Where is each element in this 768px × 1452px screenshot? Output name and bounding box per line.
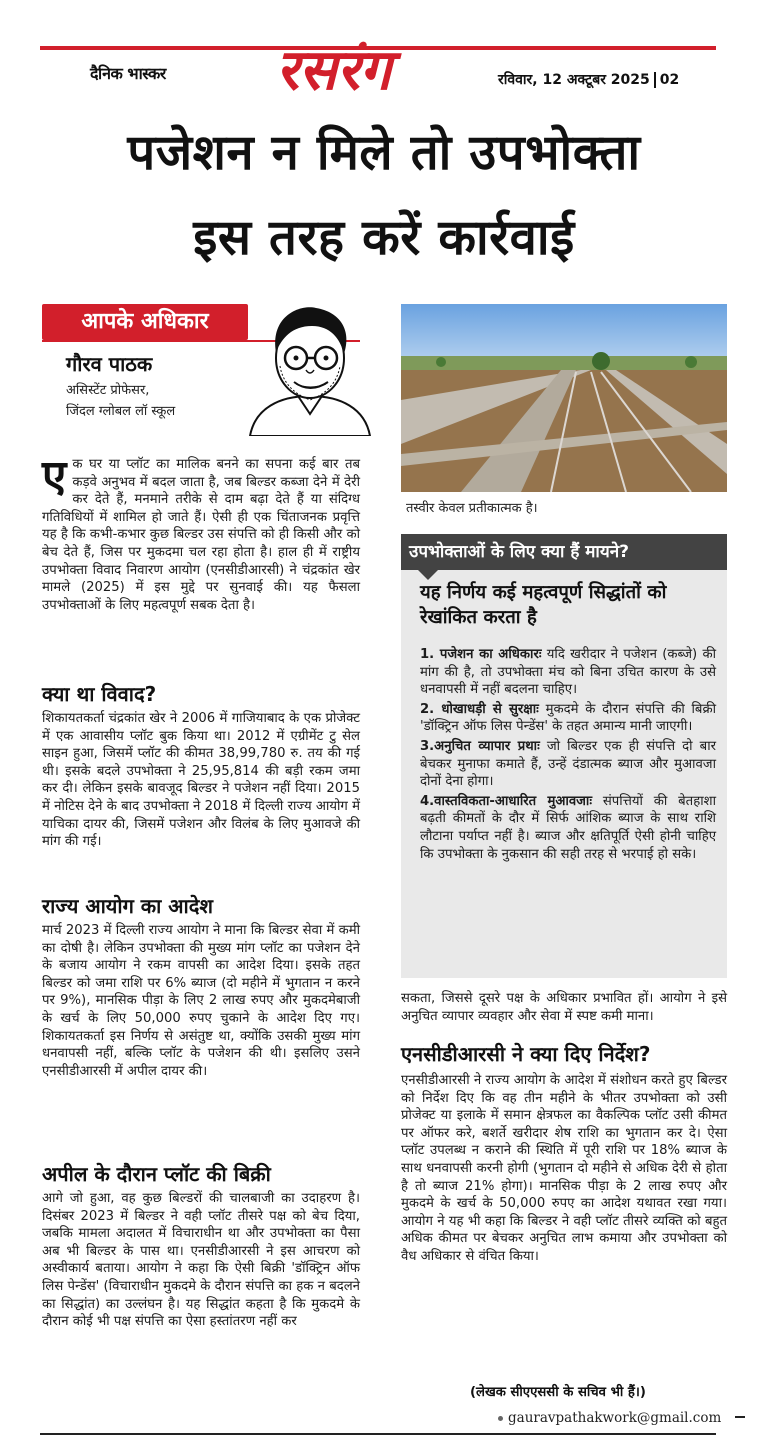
section-text-appeal-sale: आगे जो हुआ, वह कुछ बिल्डरों की चालबाजी का उदाहरण है। दिसंबर 2023 में बिल्डर ने वही प्लॉट तीसरे पक्ष को बेच दिया, जबकि मामला अदालत में विचाराधीन था और उपभोक्ता का पैसा अब भी बिल्डर के पास था। एनसीडीआरसी ने इस आचरण को अस्वीकार्य बताया। आयोग ने कहा कि ऐसी बिक्री 'डॉक्ट्रिन ऑफ लिस पेन्डेंस' (विचाराधीन मुकदमे के दौरान संपत्ति का हक न बदलने का सिद्धांत) का उल्लंघन है। यह सिद्धांत कहता है कि मुकदमे के दौरान कोई भी पक्ष संपत्ति का ऐसा हस्तांतरण नहीं कर bbox=[42, 1191, 360, 1330]
date-separator bbox=[654, 72, 656, 88]
article-photo bbox=[401, 304, 727, 492]
author-email bbox=[498, 1410, 721, 1426]
column-tag: आपके अधिकार bbox=[42, 304, 248, 340]
section-text-directions: एनसीडीआरसी ने राज्य आयोग के आदेश में संशोधन करते हुए बिल्डर को निर्देश दिए कि वह तीन महीने के भीतर उपभोक्ता को उसी प्रोजेक्ट या इलाके में समान क्षेत्रफल का वैकल्पिक प्लॉट उसी कीमत पर ऑफर करे, बशर्ते खरीदार शेष राशि का भुगतान कर दे। ऐसा प्लॉट उपलब्ध न कराने की स्थिति में पूरी राशि पर 18% ब्याज के साथ धनवापसी करनी होगी (भुगतान दो महीने से अधिक देरी से होता है तो ब्याज 21% होगा)। मानसिक पीड़ा के 2 लाख रुपए और मुकदमे के खर्च के 50,000 रुपए का आदेश यथावत रखा गया। आयोग ने यह भी कहा कि बिल्डर ने वही प्लॉट तीसरे व्यक्ति को बहुत अधिक कीमत पर बेचकर अनुचित लाभ कमाया और उपभोक्ता को वैध अधिकार से वंचित किया। bbox=[401, 1073, 727, 1264]
box-point-text: संपत्तियों की बेतहाशा बढ़ती कीमतों के दौर में सिर्फ आंशिक ब्याज के साथ राशि लौटाना पर्याप्त नहीं है। ब्याज और क्षतिपूर्ति ऐसी होनी चाहिए कि उपभोक्ता के नुकसान की सही तरह से भरपाई हो सके। bbox=[420, 793, 716, 862]
section-text-state-order: मार्च 2023 में दिल्ली राज्य आयोग ने माना कि बिल्डर सेवा में कमी का दोषी है। लेकिन उपभोक्ता की मुख्य मांग प्लॉट का पजेशन देने के बजाय आयोग ने रकम वापसी का आदेश दिया। इसके तहत बिल्डर को जमा राशि पर 6% ब्याज (दो महीने में भुगतान न करने पर 9%), मानसिक पीड़ा के लिए 2 लाख रुपए और मुकदमेबाजी के खर्च के लिए 50,000 रुपए चुकाने के आदेश दिए गए। शिकायतकर्ता इस निर्णय से असंतुष्ट था, क्योंकि उसकी मुख्य मांग धनवापसी नहीं, बल्कि प्लॉट के पजेशन की थी। इसलिए उसने एनसीडीआरसी में अपील दायर की। bbox=[42, 923, 360, 1079]
author-email-text: gauravpathakwork@gmail.com bbox=[508, 1410, 722, 1426]
headline-line-2: इस तरह करें कार्रवाई bbox=[193, 209, 575, 266]
box-point-label: 1. पजेशन का अधिकारः bbox=[420, 647, 542, 662]
section-heading-state-order: राज्य आयोग का आदेश bbox=[42, 894, 213, 918]
box-point bbox=[420, 738, 716, 791]
newspaper-brand: दैनिक भास्कर bbox=[90, 64, 166, 83]
box-point bbox=[420, 793, 716, 863]
box-header-pointer bbox=[418, 570, 438, 580]
dropcap: ए bbox=[42, 451, 67, 502]
box-point-text: जो बिल्डर एक ही संपत्ति दो बार बेचकर मुनाफा कमाते हैं, उन्हें दंडात्मक ब्याज और मुआवजा दोनों देना होगा। bbox=[420, 738, 717, 790]
section-heading-directions: एनसीडीआरसी ने क्या दिए निर्देश? bbox=[401, 1042, 651, 1066]
author-note: (लेखक सीएएससी के सचिव भी हैं।) bbox=[470, 1385, 646, 1400]
box-point bbox=[420, 701, 716, 736]
box-point-text: यदि खरीदार ने पजेशन (कब्जे) की मांग की है, तो उपभोक्ता मंच को बिना उचित कारण के उसे धनवापसी में नहीं बदलना चाहिए। bbox=[420, 647, 716, 698]
box-point-label: 2. धोखाधड़ी से सुरक्षाः bbox=[420, 701, 539, 717]
author-role bbox=[66, 381, 175, 423]
box-title: यह निर्णय कई महत्वपूर्ण सिद्धांतों को रेखांकित करता है bbox=[420, 582, 667, 628]
author-name: गौरव पाठक bbox=[66, 352, 153, 376]
intro-text: क घर या प्लॉट का मालिक बनने का सपना कई बार तब कड़वे अनुभव में बदल जाता है, जब बिल्डर कब्जा देने में देरी कर देते हैं, मनमाने तरीके से दाम बढ़ा देते हैं या संदिग्ध गतिविधियों में शामिल हो जाते हैं। ऐसी ही एक चिंताजनक प्रवृत्ति यह है कि कभी-कभार कुछ बिल्डर उस संपत्ति को ही किसी और को बेच देते हैं, जिस पर मुकदमा चल रहा होता है। हाल ही में राष्ट्रीय उपभोक्ता विवाद निवारण आयोग (एनसीडीआरसी) ने चंद्रकांत खेर मामले (2025) में इस मुद्दे पर सुनवाई की। यह फैसला उपभोक्ताओं के लिए महत्वपूर्ण सबक देता है। bbox=[42, 457, 360, 613]
bottom-mark bbox=[735, 1416, 745, 1418]
box-point-label: 3.अनुचित व्यापार प्रथाः bbox=[420, 738, 540, 754]
publication-date: रविवार, 12 अक्टूबर 2025 bbox=[498, 72, 650, 88]
continuation-text: सकता, जिससे दूसरे पक्ष के अधिकार प्रभावित हों। आयोग ने इसे अनुचित व्यापार व्यवहार और सेवा में स्पष्ट कमी माना। bbox=[401, 991, 727, 1024]
box-point-label: 4.वास्तविकता-आधारित मुआवजाः bbox=[420, 793, 593, 809]
headline-line-1: पजेशन न मिले तो उपभोक्ता bbox=[127, 124, 641, 181]
box-point bbox=[420, 646, 716, 699]
intro-paragraph bbox=[42, 451, 360, 614]
bottom-rule bbox=[40, 1433, 716, 1435]
section-logo: रसरंग bbox=[276, 37, 392, 103]
author-portrait bbox=[240, 296, 380, 436]
author-role-institution: जिंदल ग्लोबल लॉ स्कूल bbox=[66, 403, 176, 419]
box-header: उपभोक्ताओं के लिए क्या हैं मायने? bbox=[401, 534, 727, 570]
box-points bbox=[420, 646, 716, 865]
photo-caption: तस्वीर केवल प्रतीकात्मक है। bbox=[406, 501, 538, 516]
section-text-dispute: शिकायतकर्ता चंद्रकांत खेर ने 2006 में गाजियाबाद के एक प्रोजेक्ट में एक आवासीय प्लॉट बुक किया था। 2012 में एग्रीमेंट टु सेल साइन हुआ, जिसमें प्लॉट की कीमत 38,99,780 रु. तय की गई थी। इसके बदले उपभोक्ता ने 25,95,814 की बड़ी रकम जमा कर दी। लेकिन इसके बावजूद बिल्डर ने पजेशन नहीं दिया। 2015 में नोटिस देने के बाद उपभोक्ता ने 2018 में दिल्ली राज्य आयोग में याचिका दायर की, जिसमें पजेशन और विलंब के लिए मुआवजे की मांग की गई। bbox=[42, 711, 360, 850]
section-heading-appeal-sale: अपील के दौरान प्लॉट की बिक्री bbox=[42, 1162, 271, 1186]
page-number: 02 bbox=[659, 72, 680, 88]
section-heading-dispute: क्या था विवाद? bbox=[42, 682, 157, 706]
dateline bbox=[498, 70, 679, 89]
box-point-text: मुकदमे के दौरान संपत्ति की बिक्री 'डॉक्ट्रिन ऑफ लिस पेन्डेंस' के तहत अमान्य मानी जाएगी। bbox=[420, 701, 717, 735]
bullet-icon bbox=[498, 1416, 503, 1421]
author-role-title: असिस्टेंट प्रोफेसर, bbox=[66, 383, 150, 398]
